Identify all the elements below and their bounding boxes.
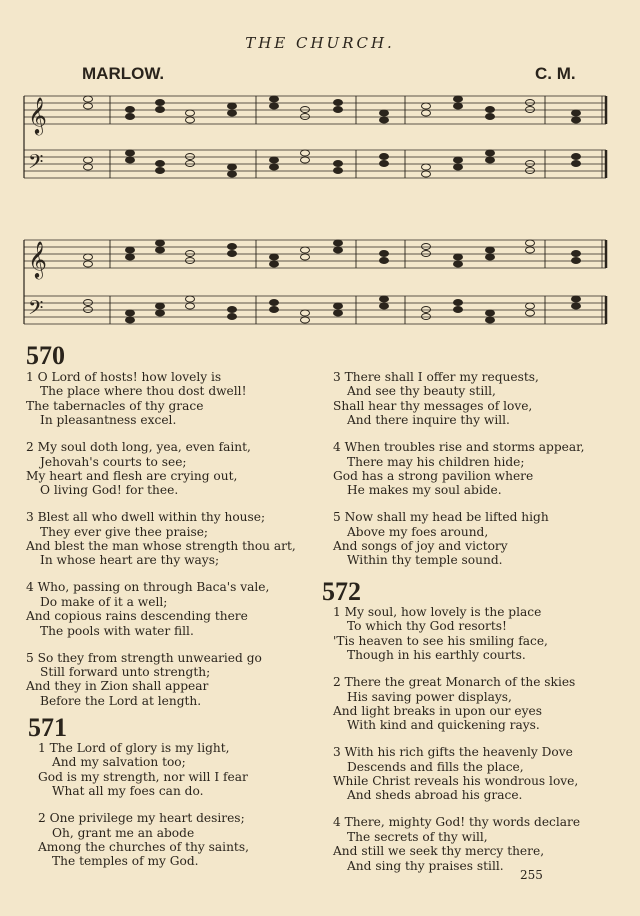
hymn-572-text <box>333 605 633 886</box>
hymn-number-570: 570 <box>26 341 65 370</box>
note-head <box>334 168 343 174</box>
verse-line: In pleasantness excel. <box>40 413 177 428</box>
note-head <box>186 110 195 116</box>
verse-line: 1 My soul, how lovely is the place <box>333 605 542 619</box>
note-head <box>422 314 431 320</box>
note-head <box>572 296 581 302</box>
verse-line: Oh, grant me an abode <box>52 825 195 840</box>
note-head <box>270 254 279 260</box>
verse-line: While Christ reveals his wondrous love, <box>333 774 579 789</box>
note-head <box>422 307 431 313</box>
note-head <box>84 307 93 313</box>
verse-line: Do make of it a well; <box>40 594 168 609</box>
note-head <box>334 310 343 316</box>
note-head <box>422 171 431 177</box>
verse-line: Within thy temple sound. <box>347 553 503 568</box>
verse-line: Still forward unto strength; <box>40 664 211 679</box>
note-head <box>572 251 581 257</box>
verse-line: 2 My soul doth long, yea, even faint, <box>26 440 251 455</box>
verse-line: Among the churches of thy saints, <box>38 839 249 854</box>
note-head <box>572 110 581 116</box>
note-head <box>84 261 93 267</box>
verse-line: 'Tis heaven to see his smiling face, <box>333 633 548 648</box>
note-head <box>526 247 535 253</box>
verse-line: 5 So they from strength unwearied go <box>26 650 262 665</box>
note-head <box>301 254 310 260</box>
note-head <box>156 240 165 246</box>
note-head <box>454 254 463 260</box>
note-head <box>526 161 535 167</box>
note-head <box>526 107 535 113</box>
clef-icon: 𝄞 <box>28 240 47 278</box>
tune-meter: C. M. <box>535 64 576 83</box>
note-head <box>334 161 343 167</box>
note-head <box>486 157 495 163</box>
verse-line: Before the Lord at length. <box>40 693 202 708</box>
note-head <box>228 164 237 170</box>
note-head <box>454 261 463 267</box>
note-head <box>380 154 389 160</box>
stanza <box>26 651 316 709</box>
stanza <box>26 440 316 498</box>
note-head <box>228 314 237 320</box>
note-head <box>126 114 135 120</box>
note-head <box>126 107 135 113</box>
note-head <box>454 96 463 102</box>
verse-line: 2 There the great Monarch of the skies <box>333 675 576 690</box>
note-head <box>228 103 237 109</box>
note-head <box>380 110 389 116</box>
note-head <box>228 251 237 257</box>
note-head <box>301 107 310 113</box>
verse-line: The pools with water fill. <box>40 623 194 638</box>
verse-line: Descends and fills the place, <box>347 759 524 774</box>
verse-line: And copious rains descending there <box>26 609 248 624</box>
music-score <box>0 0 640 340</box>
verse-line: And they in Zion shall appear <box>26 679 209 694</box>
note-head <box>334 303 343 309</box>
verse-line: His saving power displays, <box>347 689 512 704</box>
note-head <box>126 310 135 316</box>
verse-line: And sheds abroad his grace. <box>347 788 523 803</box>
stanza <box>26 580 316 638</box>
verse-line: 2 One privilege my heart desires; <box>38 811 245 826</box>
verse-line: O living God! for thee. <box>40 483 179 498</box>
verse-line: 3 Blest all who dwell within thy house; <box>26 510 266 525</box>
stanza <box>333 675 633 733</box>
verse-line: Above my foes around, <box>347 524 489 539</box>
note-head <box>126 254 135 260</box>
note-head <box>422 251 431 257</box>
note-head <box>186 154 195 160</box>
verse-line: They ever give thee praise; <box>40 524 209 539</box>
verse-line: 1 O Lord of hosts! how lovely is <box>26 370 222 384</box>
note-head <box>301 157 310 163</box>
stanza <box>333 370 633 428</box>
note-head <box>270 164 279 170</box>
stanza <box>333 745 633 803</box>
note-head <box>156 247 165 253</box>
staff-systems <box>24 96 606 324</box>
note-head <box>270 300 279 306</box>
note-head <box>126 157 135 163</box>
verse-line: 4 When troubles rise and storms appear, <box>333 440 585 455</box>
note-head <box>334 107 343 113</box>
note-head <box>422 164 431 170</box>
note-head <box>228 110 237 116</box>
note-head <box>84 164 93 170</box>
note-head <box>486 114 495 120</box>
verse-line: And light breaks in upon our eyes <box>333 703 542 718</box>
note-head <box>454 300 463 306</box>
note-head <box>486 254 495 260</box>
note-head <box>270 307 279 313</box>
note-head <box>380 251 389 257</box>
note-head <box>270 103 279 109</box>
note-head <box>156 310 165 316</box>
verse-line: And my salvation too; <box>52 755 186 770</box>
note-head <box>126 150 135 156</box>
note-head <box>454 307 463 313</box>
note-head <box>572 154 581 160</box>
note-head <box>186 296 195 302</box>
stanza <box>333 440 633 498</box>
page-header: THE CHURCH. <box>245 34 395 52</box>
verse-line: He makes my soul abide. <box>347 483 502 498</box>
verse-line: The secrets of thy will, <box>347 829 488 844</box>
verse-line: Though in his earthly courts. <box>347 648 526 663</box>
note-head <box>84 300 93 306</box>
stanza <box>38 741 318 799</box>
note-head <box>454 103 463 109</box>
verse-line: The temples of my God. <box>52 854 199 869</box>
verse-line: What all my foes can do. <box>52 784 204 799</box>
note-head <box>301 247 310 253</box>
verse-line: The place where thou dost dwell! <box>40 384 247 399</box>
verse-line: 3 With his rich gifts the heavenly Dove <box>333 745 573 760</box>
note-head <box>186 251 195 257</box>
note-head <box>526 310 535 316</box>
note-head <box>526 303 535 309</box>
note-head <box>380 303 389 309</box>
stanza <box>333 510 633 568</box>
note-head <box>422 244 431 250</box>
note-head <box>380 258 389 264</box>
note-head <box>84 96 93 102</box>
stanza <box>26 370 316 428</box>
note-head <box>301 310 310 316</box>
stanza <box>333 815 633 873</box>
verse-line: 4 Who, passing on through Baca's vale, <box>26 580 270 595</box>
note-head <box>186 258 195 264</box>
note-head <box>126 317 135 323</box>
note-head <box>380 296 389 302</box>
note-head <box>156 168 165 174</box>
note-head <box>270 261 279 267</box>
note-head <box>126 247 135 253</box>
verse-line: In whose heart are thy ways; <box>40 553 220 568</box>
note-head <box>486 247 495 253</box>
verse-line: And still we seek thy mercy there, <box>333 844 545 859</box>
note-head <box>301 150 310 156</box>
note-head <box>454 157 463 163</box>
verse-line: There may his children hide; <box>347 454 525 469</box>
verse-line: And see thy beauty still, <box>347 384 496 399</box>
verse-line: With kind and quickening rays. <box>347 718 540 733</box>
note-head <box>84 157 93 163</box>
hymn-571-text <box>38 741 318 881</box>
note-head <box>228 171 237 177</box>
stanza <box>26 510 316 568</box>
verse-line: And songs of joy and victory <box>333 539 508 554</box>
verse-line: 5 Now shall my head be lifted high <box>333 510 549 525</box>
note-head <box>334 100 343 106</box>
note-head <box>156 161 165 167</box>
verse-line: 1 The Lord of glory is my light, <box>38 741 230 755</box>
note-head <box>526 100 535 106</box>
page-number: 255 <box>520 868 543 882</box>
hymn-570-continued-text <box>333 370 633 580</box>
note-head <box>572 161 581 167</box>
tune-name: MARLOW. <box>82 64 165 83</box>
note-head <box>486 150 495 156</box>
note-head <box>186 117 195 123</box>
note-head <box>526 240 535 246</box>
note-head <box>380 117 389 123</box>
note-head <box>486 317 495 323</box>
hymn-number-572: 572 <box>322 577 361 606</box>
note-head <box>334 240 343 246</box>
note-head <box>380 161 389 167</box>
note-head <box>334 247 343 253</box>
verse-line: Shall hear thy messages of love, <box>333 398 533 413</box>
note-head <box>486 107 495 113</box>
hymn-570-text <box>26 370 316 721</box>
hymn-number-571: 571 <box>28 713 67 742</box>
note-head <box>301 317 310 323</box>
verse-line: My heart and flesh are crying out, <box>26 468 238 483</box>
verse-line: To which thy God resorts! <box>347 619 507 634</box>
note-head <box>156 107 165 113</box>
note-head <box>572 258 581 264</box>
note-head <box>228 244 237 250</box>
note-head <box>486 310 495 316</box>
note-head <box>228 307 237 313</box>
note-head <box>526 168 535 174</box>
clef-icon: 𝄢 <box>28 150 44 178</box>
verse-line: Jehovah's courts to see; <box>40 454 187 469</box>
note-head <box>186 161 195 167</box>
note-head <box>572 117 581 123</box>
clef-icon: 𝄞 <box>28 96 47 134</box>
note-head <box>156 100 165 106</box>
note-head <box>186 303 195 309</box>
note-head <box>422 110 431 116</box>
verse-line: And sing thy praises still. <box>347 858 504 873</box>
verse-line: 3 There shall I offer my requests, <box>333 370 539 384</box>
note-head <box>454 164 463 170</box>
verse-line: And blest the man whose strength thou art, <box>26 539 296 554</box>
note-head <box>572 303 581 309</box>
verse-line: And there inquire thy will. <box>347 413 510 428</box>
stanza <box>38 811 318 869</box>
note-head <box>270 157 279 163</box>
verse-line: God has a strong pavilion where <box>333 468 534 483</box>
note-head <box>156 303 165 309</box>
verse-line: The tabernacles of thy grace <box>26 398 204 413</box>
note-head <box>84 103 93 109</box>
note-head <box>301 114 310 120</box>
note-head <box>270 96 279 102</box>
clef-icon: 𝄢 <box>28 296 44 324</box>
stanza <box>333 605 633 663</box>
note-head <box>84 254 93 260</box>
verse-line: God is my strength, nor will I fear <box>38 769 248 784</box>
note-head <box>422 103 431 109</box>
verse-line: 4 There, mighty God! thy words declare <box>333 815 581 830</box>
